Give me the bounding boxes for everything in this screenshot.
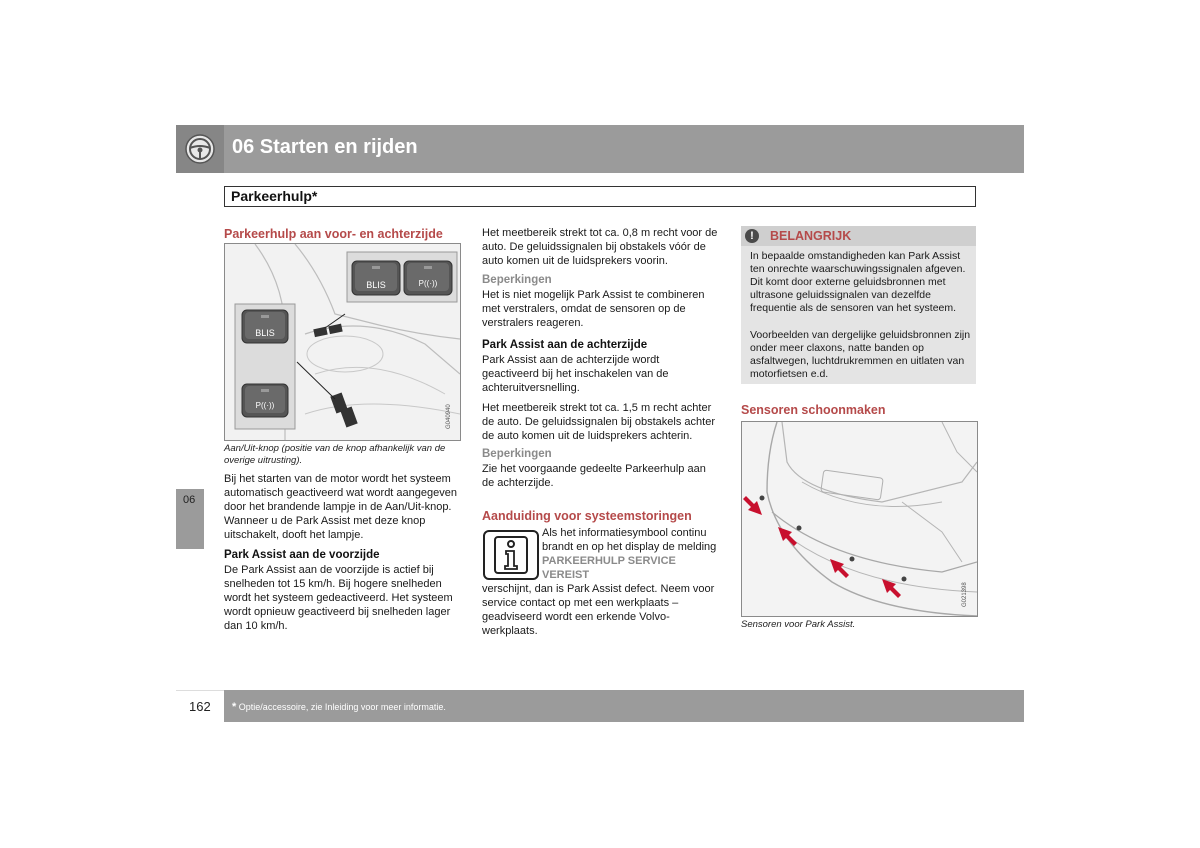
sensor-figure-code: G021398 bbox=[962, 582, 968, 607]
console-illustration bbox=[225, 244, 460, 440]
col2-paragraph-1: Het meetbereik strekt tot ca. 0,8 m recht voor de auto. De geluidssignalen bij obstakels vóór de auto komen uit de luidsprekers voorin. bbox=[482, 227, 718, 267]
fault-text-lower: verschijnt, dan is Park Assist defect. Neem voor service contact op met een werkplaats – geadviseerd wordt een erkende Volvo-werkplaats. bbox=[482, 583, 715, 637]
section-title-box bbox=[224, 186, 976, 207]
rear-text-2: Het meetbereik strekt tot ca. 1,5 m recht achter de auto. De geluidssignalen bij obstakels achter de auto komen uit de luidsprekers achterin. bbox=[482, 402, 715, 442]
side-tab-label: 06 bbox=[183, 494, 196, 506]
important-paragraph-2: Voorbeelden van dergelijke geluidsbronnen zijn onder meer claxons, natte banden op asfaltwegen, luchtdrukremmen en uitlaten van motorfietsen e.d. bbox=[750, 329, 971, 380]
figure-caption-2: Sensoren voor Park Assist. bbox=[741, 619, 856, 630]
front-park-assist-heading: Park Assist aan de voorzijde bbox=[224, 549, 380, 561]
important-label: BELANGRIJK bbox=[770, 229, 852, 243]
limitations-heading-2: Beperkingen bbox=[482, 448, 552, 460]
col1-paragraph-1: Bij het starten van de motor wordt het systeem automatisch geactiveerd wat wordt aangegeven door het brandende lampje in de Aan/Uit-knop. Wanneer u de Park Assist met deze knop uitschakelt, dooft het lampje. bbox=[224, 473, 457, 541]
information-icon bbox=[483, 530, 539, 580]
limitations-text-1: Het is niet mogelijk Park Assist te combineren met verstralers, omdat de sensoren op de verstralers reageren. bbox=[482, 289, 705, 329]
pdc-button-label: P((·)) bbox=[255, 401, 275, 410]
footnote-star: * bbox=[232, 701, 237, 713]
fault-message-highlight: PARKEERHULP SERVICE VEREIST bbox=[542, 555, 676, 581]
page-number: 162 bbox=[189, 699, 211, 714]
rear-text-1: Park Assist aan de achterzijde wordt geactiveerd bij het inschakelen van de achteruitversnelling. bbox=[482, 354, 669, 394]
limitations-heading-1: Beperkingen bbox=[482, 274, 552, 286]
chapter-title: 06 Starten en rijden bbox=[232, 136, 418, 158]
blis-button-label: BLIS bbox=[255, 328, 275, 338]
figure-caption-1: Aan/Uit-knop (positie van de knop afhankelijk van de overige uitrusting). bbox=[224, 443, 446, 466]
footnote bbox=[232, 701, 446, 713]
sensor-figure bbox=[741, 421, 978, 617]
col1-heading: Parkeerhulp aan voor- en achterzijde bbox=[224, 227, 443, 241]
button-location-figure bbox=[224, 243, 461, 441]
sensor-cleaning-heading: Sensoren schoonmaken bbox=[741, 403, 886, 417]
warning-exclamation-icon: ! bbox=[745, 229, 759, 243]
pdc-button-label-2: P((·)) bbox=[418, 279, 438, 288]
blis-button-label-2: BLIS bbox=[366, 280, 386, 290]
limitations-text-2: Zie het voorgaande gedeelte Parkeerhulp aan de achterzijde. bbox=[482, 463, 706, 489]
rear-bumper-illustration bbox=[742, 422, 977, 616]
important-paragraph-1: In bepaalde omstandigheden kan Park Assist ten onrechte waarschuwingssignalen afgeven. Dit komt door externe geluidsbronnen met ultrasone geluidssignalen van dezelfde frequentie als de sensoren van het systeem. bbox=[750, 250, 966, 314]
rear-park-assist-heading: Park Assist aan de achterzijde bbox=[482, 339, 648, 351]
steering-wheel-icon bbox=[184, 133, 216, 165]
col1-paragraph-2: De Park Assist aan de voorzijde is actief bij snelheden tot 15 km/h. Bij hogere snelheden wordt het systeem gedeactiveerd. Het systeem wordt opnieuw geactiveerd bij snelheden lager dan 10 km/h. bbox=[224, 564, 453, 632]
footnote-text: Optie/accessoire, zie Inleiding voor meer informatie. bbox=[238, 702, 446, 712]
fault-text-upper bbox=[542, 526, 718, 582]
fault-text-a: Als het informatiesymbool continu brandt en op het display de melding bbox=[542, 527, 717, 553]
fault-indication-heading: Aanduiding voor systeemstoringen bbox=[482, 509, 692, 523]
figure-code: G040940 bbox=[446, 404, 452, 429]
section-title: Parkeerhulp* bbox=[231, 188, 318, 204]
